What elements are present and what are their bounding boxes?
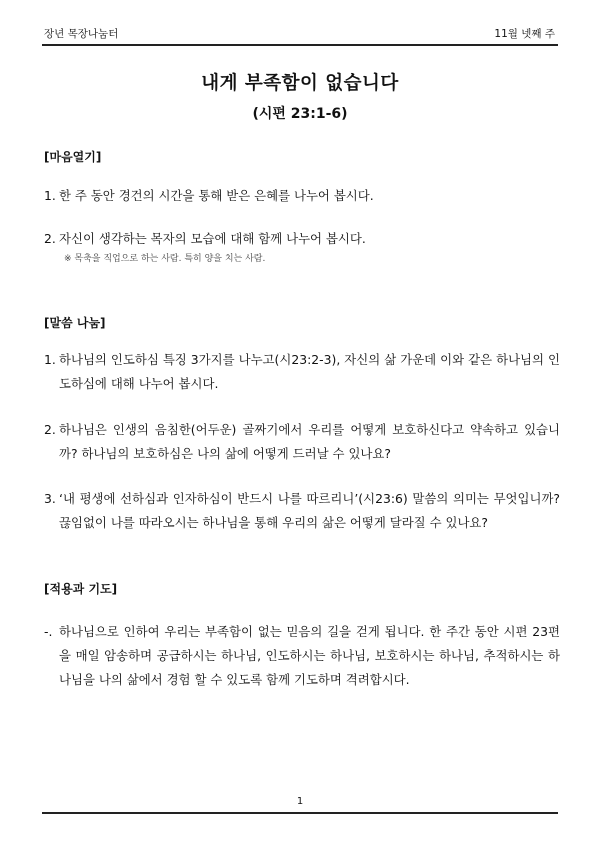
item-text: 하나님으로 인하여 우리는 부족함이 없는 믿음의 길을 걷게 됩니다. 한 주간 동안 시편 23편을 매일 암송하며 공급하시는 하나님, 인도하시는 하나님, 보호하시는 하나님, 추적하시는 하나님을 나의 삶에서 경험 할 수 있도록 함께 기도하며 격려합시다.: [59, 624, 560, 687]
item-text: 한 주 동안 경건의 시간을 통해 받은 은혜를 나누어 봅시다.: [59, 188, 374, 203]
list-item: [44, 184, 560, 208]
header-left: 장년 목장나눔터: [44, 28, 119, 40]
list-item: [44, 487, 560, 535]
list-item: [44, 620, 560, 692]
item-text: ‘내 평생에 선하심과 인자하심이 반드시 나를 따르리니’(시23:6) 말씀의 의미는 무엇입니까? 끊임없이 나를 따라오시는 하나님을 통해 우리의 삶은 어떻게 달라질 수 있나요?: [59, 491, 560, 530]
page-title: 내게 부족함이 없습니다: [201, 73, 399, 94]
item-number: 3.: [44, 491, 56, 506]
item-text: 자신이 생각하는 목자의 모습에 대해 함께 나누어 봅시다.: [59, 231, 366, 246]
footer-rule: [42, 812, 558, 814]
item-number: 2.: [44, 231, 56, 246]
section-heading-apply-pray: [적용과 기도]: [44, 582, 118, 596]
item-number: 1.: [44, 352, 56, 367]
section-heading-word-sharing: [말씀 나눔]: [44, 316, 106, 330]
item-number: 1.: [44, 188, 56, 203]
section-heading-open-heart: [마음열기]: [44, 150, 102, 164]
list-item: [44, 348, 560, 396]
list-item: [44, 418, 560, 466]
header-right: 11월 넷째 주: [494, 28, 555, 40]
page-number: 1: [296, 796, 304, 807]
item-text: 하나님의 인도하심 특징 3가지를 나누고(시23:2-3), 자신의 삶 가운데 이와 같은 하나님의 인도하심에 대해 나누어 봅시다.: [59, 352, 560, 391]
item-number: -.: [44, 624, 53, 639]
page-subtitle: (시편 23:1-6): [252, 106, 348, 122]
header-rule: [42, 44, 558, 46]
item-number: 2.: [44, 422, 56, 437]
item-text: 하나님은 인생의 음침한(어두운) 골짜기에서 우리를 어떻게 보호하신다고 약속하고 있습니까? 하나님의 보호하심은 나의 삶에 어떻게 드러날 수 있나요?: [59, 422, 560, 461]
item-note: ※ 목축을 직업으로 하는 사람. 특히 양을 치는 사람.: [64, 254, 266, 264]
list-item: [44, 227, 560, 251]
